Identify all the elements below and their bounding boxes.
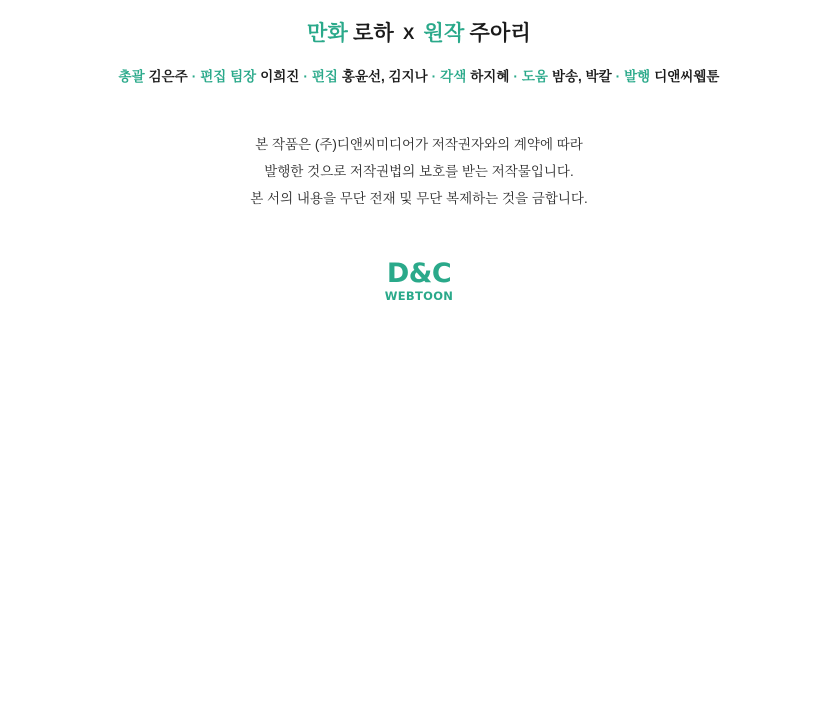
- staff-role-2: 편집: [311, 68, 338, 84]
- creator-role-art: 만화: [307, 22, 348, 45]
- creator-role-original: 원작: [423, 22, 465, 45]
- creator-name-art: 로하: [353, 22, 394, 45]
- staff-name-0: 김은주: [148, 68, 188, 84]
- staff-role-0: 총괄: [118, 68, 145, 84]
- creator-name-original: 주아리: [469, 22, 531, 45]
- staff-role-4: 도움: [521, 68, 548, 84]
- copyright-line-3: 본 서의 내용을 무단 전재 및 무단 복제하는 것을 금합니다.: [250, 191, 588, 207]
- dnc-logo-wordmark: WEBTOON: [384, 289, 454, 304]
- staff-role-5: 발행: [624, 68, 651, 84]
- staff-name-5: 디앤씨웹툰: [654, 68, 720, 84]
- copyright-line-2: 발행한 것으로 저작권법의 보호를 받는 저작물입니다.: [264, 164, 574, 180]
- staff-credits-line: [0, 66, 838, 88]
- staff-name-1: 이희진: [260, 68, 300, 84]
- creator-title-line: [0, 18, 838, 50]
- staff-separator-1: ·: [303, 68, 308, 84]
- staff-separator-3: ·: [513, 68, 518, 84]
- staff-name-3: 하지혜: [470, 68, 510, 84]
- staff-name-4: 밤송, 박칼: [551, 68, 612, 84]
- copyright-line-1: 본 작품은 (주)디앤씨미디어가 저작권자와의 계약에 따라: [255, 137, 583, 153]
- dnc-webtoon-logo: [381, 260, 457, 303]
- creator-separator: X: [402, 24, 415, 43]
- dnc-logo-mark: D&C: [386, 258, 452, 290]
- staff-separator-0: ·: [191, 68, 197, 84]
- staff-role-3: 각색: [440, 68, 467, 84]
- staff-name-2: 홍윤선, 김지나: [341, 68, 428, 84]
- staff-role-1: 편집 팀장: [200, 68, 257, 84]
- staff-separator-4: ·: [615, 68, 621, 84]
- staff-separator-2: ·: [431, 68, 437, 84]
- credits-block: [0, 0, 838, 87]
- publisher-logo-wrap: [0, 260, 838, 303]
- copyright-notice: [0, 131, 838, 212]
